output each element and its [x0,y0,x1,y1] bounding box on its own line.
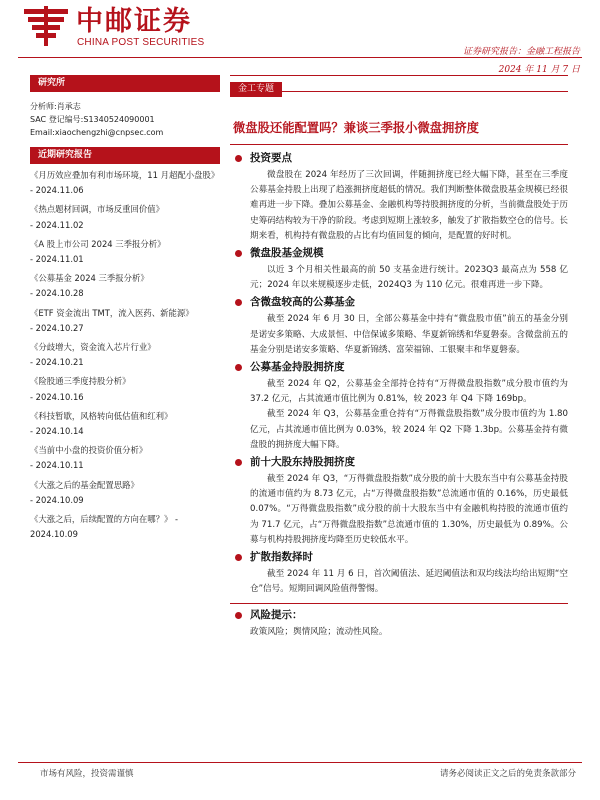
analyst-email[interactable]: Email:xiaochengzhi@cnpsec.com [30,128,164,137]
section-paragraph: 微盘股在 2024 年经历了三次回调，伴随拥挤度已经大幅下降，甚至在三季度公募基金持股上出现了趋涨拥挤度超低的情况。我们判断整体微盘股基金规模已经很难再进一步下降。叠加公募基金、金融机构等持股拥挤度的分析，当前微盘股处于历史筹码结构较为干净的阶段。考虑到短期上涨较多，触发了扩散指数空仓的信号。长期来看，机构持有微盘股的占比有均值回复的倾向，是配置的好时机。 [250,170,568,241]
analyst-sac: SAC 登记编号:S1340524090001 [30,115,155,124]
brand-logo [24,6,234,46]
section-top-funds [230,293,568,358]
brand-emblem-icon [24,6,70,46]
report-tag: 金工专题 [230,82,282,97]
section-paragraph: 截至 2024 年 Q3，“万得微盘股指数”成分股的前十大股东当中有公募基金持股的流通市值约为 8.73 亿元，占“万得微盘股指数”总流通市值的 0.16%，历史最低 0.07%。“万得微盘股指数”成分股的前十大股东当中有金融机构持股的流通市值约为 71.7 亿元，占“万得微盘股指数”总流通市值的 1.30%，历史最低为 0.89%。公募与机构持股拥挤度均降至历史较低水平。 [250,474,568,545]
brand-name-en: CHINA POST SECURITIES [77,37,205,48]
section-paragraph: 截至 2024 年 6 月 30 日，全部公募基金中持有“微盘股市值”前五的基金分别是诺安多策略、大成景恒、中信保诚多策略、华夏新锦绣和华夏磐泰。含微盘前五的基金分别是诺安多策略、华夏新锦绣、富荣福锦、工银聚丰和华夏磐泰。 [250,314,568,355]
bullet-icon [235,459,242,466]
tag-bar [230,75,568,92]
recent-report-item[interactable]: 《科技暂歇，风格转向低估值和红利》 - 2024.10.14 [30,410,173,437]
section-top-holders [230,453,568,548]
recent-report-item[interactable]: 《大涨之后，后续配置的方向在哪？》 - 2024.10.09 [30,514,179,540]
report-type: 证券研究报告：金融工程报告 [462,47,580,57]
recent-report-item[interactable]: 《分歧增大，资金流入芯片行业》 - 2024.10.21 [30,342,156,368]
section-heading: 前十大股东持股拥挤度 [230,453,568,472]
section-heading: 投资要点 [230,149,568,168]
footer-divider [18,762,582,763]
recent-report-item[interactable]: 《热点题材回调，市场反重回价值》 - 2024.11.02 [30,204,164,230]
risk-divider [230,603,568,604]
section-key-points [230,149,568,244]
recent-report-item[interactable]: 《A 股上市公司 2024 三季报分析》 - 2024.11.01 [30,238,166,265]
recent-report-item[interactable]: 《险股通三季度持股分析》 - 2024.10.16 [30,376,131,402]
section-risk [230,606,568,640]
section-heading: 扩散指数择时 [230,548,568,567]
section-fund-crowding [230,358,568,453]
bullet-icon [235,554,242,561]
research-label: 研究所 [30,75,220,92]
analyst-name: 分析师:肖承志 [30,102,81,111]
recent-report-item[interactable]: 《当前中小盘的投资价值分析》 - 2024.10.11 [30,445,148,471]
section-heading: 公募基金持股拥挤度 [230,358,568,377]
bullet-icon [235,250,242,257]
footer-disclaimer: 市场有风险，投资需谨慎 [40,769,134,779]
title-divider [230,144,568,145]
recent-report-item[interactable]: 《ETF 资金流出 TMT，流入医药、新能源》 - 2024.10.27 [30,307,194,333]
section-heading: 含微盘较高的公募基金 [230,293,568,312]
section-paragraph: 截至 2024 年 Q3，公募基金重仓持有“万得微盘股指数”成分股市值约为 1.80 亿元，占其流通市值比例为 0.03%，较 2024 年 Q2 下降 1.3bp。公募基金持有微盘股的拥挤度大幅下降。 [250,409,568,450]
main-content [230,75,568,640]
bullet-icon [235,364,242,371]
section-heading: 微盘股基金规模 [230,244,568,263]
header-divider [18,57,582,58]
risk-text: 政策风险；舆情风险；流动性风险。 [250,627,388,638]
section-paragraph: 以近 3 个月相关性最高的前 50 支基金进行统计。2023Q3 最高点为 558 亿元；2024 年以来规模逐步走低，2024Q3 为 110 亿元。很难再进一步下降。 [250,265,568,291]
section-paragraph: 截至 2024 年 11 月 6 日，首次阈值法、延迟阈值法和双均线法均给出短期“空仓”信号。短期回调风险值得警惕。 [250,569,568,595]
section-diffusion-timing [230,548,568,597]
bullet-icon [235,299,242,306]
recent-reports-label: 近期研究报告 [30,147,220,164]
report-title: 微盘股还能配置吗？兼谈三季报小微盘拥挤度 [233,121,479,135]
brand-name-cn: 中邮证券 [76,6,192,37]
recent-report-item[interactable]: 《月历效应叠加有利市场环境，11 月超配小盘股》 - 2024.11.06 [30,170,220,196]
sidebar [30,75,220,546]
recent-report-item[interactable]: 《公募基金 2024 三季报分析》 - 2024.10.28 [30,273,149,299]
section-fund-scale [230,244,568,293]
bullet-icon [235,612,242,619]
risk-heading: 风险提示： [230,606,568,625]
analyst-info [30,100,220,139]
report-date: 2024 年 11 月 7 日 [498,65,580,75]
section-paragraph: 截至 2024 年 Q2，公募基金全部持仓持有“万得微盘股指数”成分股市值约为 37.2 亿元，占其流通市值比例为 0.81%，较 2023 年 Q4 下降 169bp。 [250,379,568,405]
footer-notice: 请务必阅读正文之后的免责条款部分 [439,769,576,779]
bullet-icon [235,155,242,162]
recent-reports-list [30,168,220,542]
recent-report-item[interactable]: 《大涨之后的基金配置思路》 - 2024.10.09 [30,479,139,505]
